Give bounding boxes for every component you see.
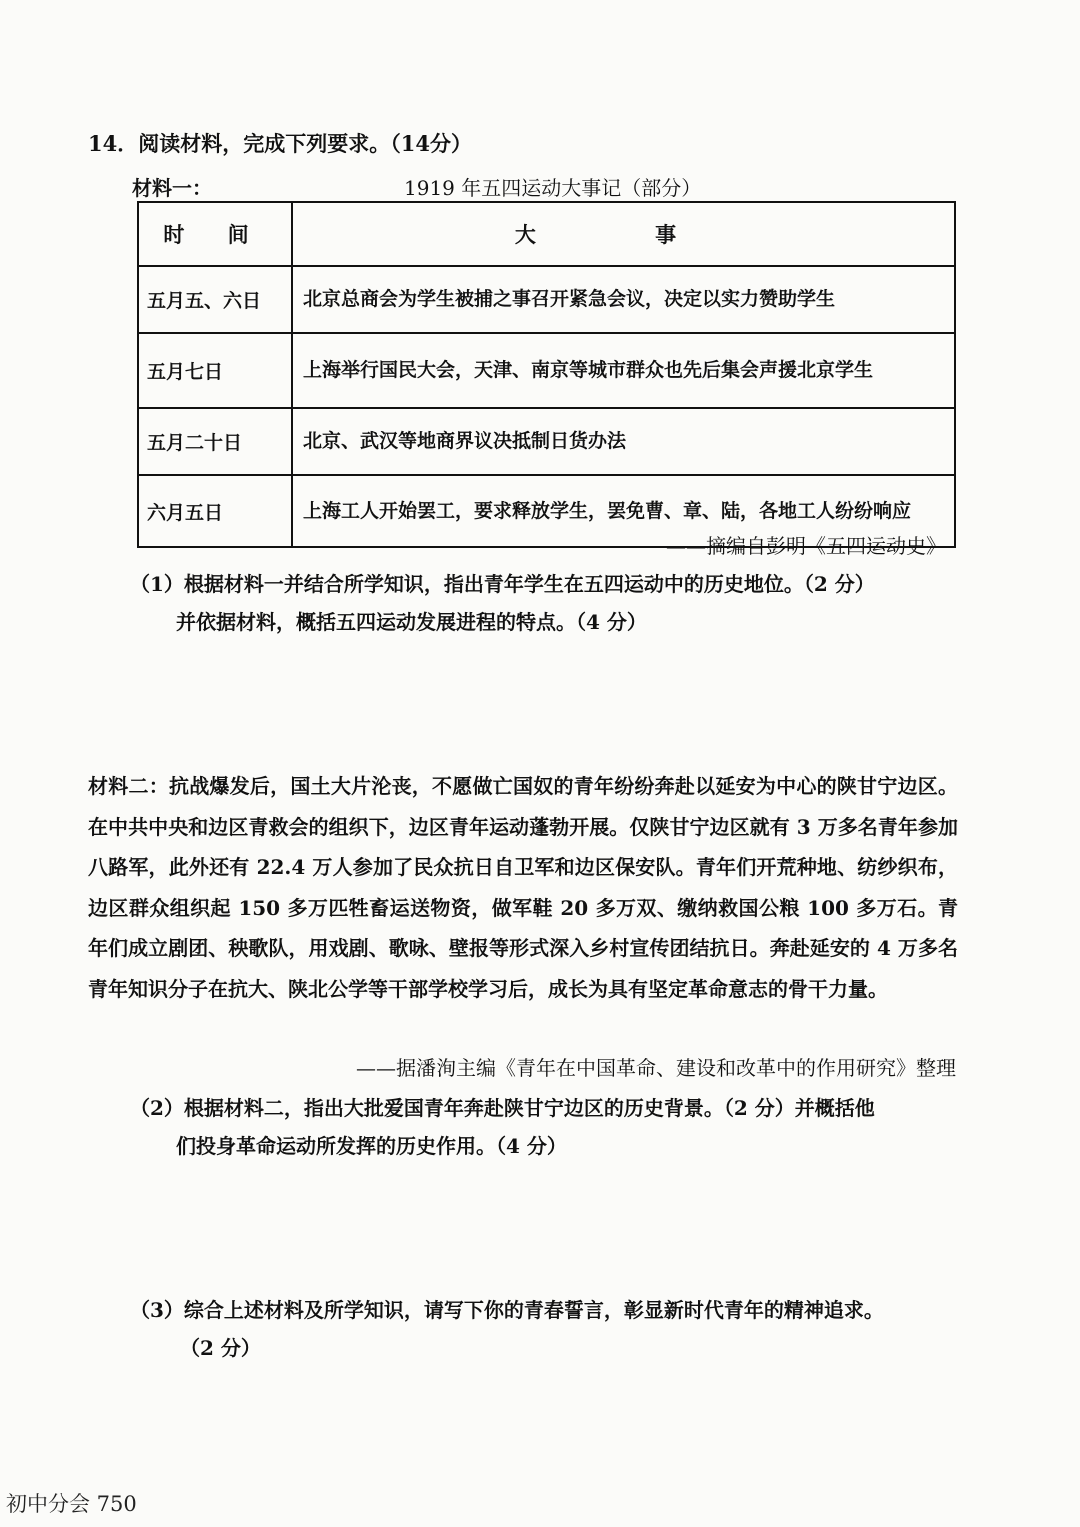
row-event: 北京总商会为学生被捕之事召开紧急会议，决定以实力赞助学生 <box>292 266 955 333</box>
material2-source: ——据潘洵主编《青年在中国革命、建设和改革中的作用研究》整理 <box>356 1056 956 1080</box>
table-row <box>138 333 955 408</box>
material1-label: 材料一： <box>132 176 212 200</box>
question-3-line-2: （2 分） <box>180 1336 261 1360</box>
row-date: 五月五、六日 <box>138 266 292 333</box>
question-1-line-1: （1）根据材料一并结合所学知识，指出青年学生在五四运动中的历史地位。（2 分） <box>130 572 875 596</box>
header-time: 时 间 <box>138 202 292 266</box>
question-title: 14．阅读材料，完成下列要求。（14分） <box>88 131 472 156</box>
material1-source: ——摘编自彭明《五四运动史》 <box>666 534 946 558</box>
material2-text: 抗战爆发后，国土大片沦丧，不愿做亡国奴的青年纷纷奔赴以延安为中心的陕甘宁边区。在中共中央和边区青救会的组织下，边区青年运动蓬勃开展。仅陕甘宁边区就有 3 万多名青年参加八路军，此外还有 22.4 万人参加了民众抗日自卫军和边区保安队。青年们开荒种地、纺纱织布，边区群众组织起 150 多万匹牲畜运送物资，做军鞋 20 多万双、缴纳救国公粮 100 多万石。青年们成立剧团、秧歌队，用戏剧、歌咏、壁报等形式深入乡村宣传团结抗日。奔赴延安的 4 万多名青年知识分子在抗大、陕北公学等干部学校学习后，成长为具有坚定革命意志的骨干力量。 <box>88 774 959 1001</box>
events-table <box>137 201 956 548</box>
table-row <box>138 266 955 333</box>
table-row <box>138 408 955 475</box>
row-event: 上海工人开始罢工，要求释放学生，罢免曹、章、陆，各地工人纷纷响应 <box>292 475 955 547</box>
row-date: 六月五日 <box>138 475 292 547</box>
row-date: 五月二十日 <box>138 408 292 475</box>
question-1-line-2: 并依据材料，概括五四运动发展进程的特点。（4 分） <box>176 610 647 634</box>
question-3-line-1: （3）综合上述材料及所学知识，请写下你的青春誓言，彰显新时代青年的精神追求。 <box>130 1298 884 1322</box>
question-2-line-1: （2）根据材料二，指出大批爱国青年奔赴陕甘宁边区的历史背景。（2 分）并概括他 <box>130 1096 875 1120</box>
material2-paragraph <box>88 766 958 1009</box>
table-caption: 1919 年五四运动大事记（部分） <box>404 176 702 200</box>
row-event: 北京、武汉等地商界议决抵制日货办法 <box>292 408 955 475</box>
header-event: 大 事 <box>292 202 955 266</box>
material2-label: 材料二： <box>88 774 169 798</box>
table-header-row <box>138 202 955 266</box>
row-event: 上海举行国民大会，天津、南京等城市群众也先后集会声援北京学生 <box>292 333 955 408</box>
row-date: 五月七日 <box>138 333 292 408</box>
question-2-line-2: 们投身革命运动所发挥的历史作用。（4 分） <box>176 1134 567 1158</box>
footer-watermark: 初中分会 750 <box>6 1492 137 1516</box>
